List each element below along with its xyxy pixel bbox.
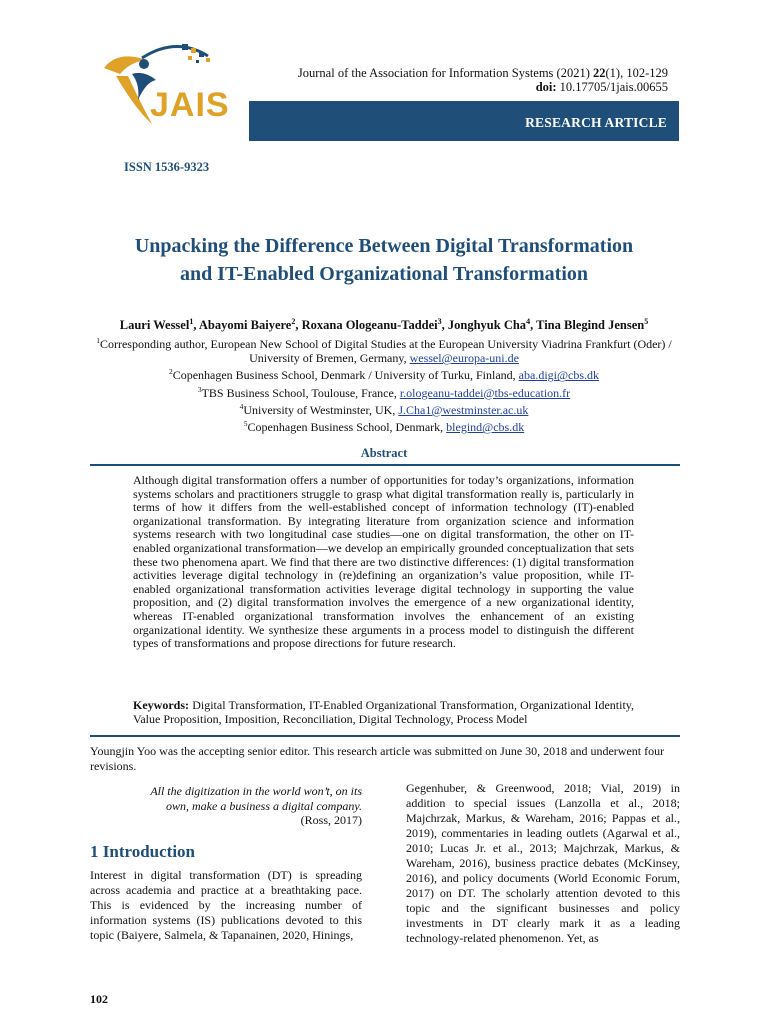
paper-title-line-2: and IT-Enabled Organizational Transformation [179,263,589,285]
affiliation-3 [80,383,688,400]
abstract-bottom-rule [90,735,680,737]
abstract-heading: Abstract [360,446,408,460]
affil-text: University of Westminster, UK, [243,402,399,417]
affiliation-1 [80,334,688,351]
affil-sup: 3 [197,384,202,394]
email-link[interactable]: r.ologeanu-taddei@tbs-education.fr [399,385,571,400]
author: Roxana Ologeanu-Taddei [301,318,438,333]
paper-title [60,232,708,288]
journal-volume: 22 [593,66,606,80]
author-affil-sup: 3 [437,317,442,326]
affil-sup: 5 [243,419,248,429]
epigraph-quote-line-1: All the digitization in the world won’t, on its [150,784,362,798]
author-affil-sup: 2 [291,317,296,326]
affiliation-1-cont [80,351,688,365]
author: Jonghyuk Cha [447,318,527,333]
affil-sup: 4 [239,401,244,411]
author: Abayomi Baiyere [198,318,292,333]
doi-label: doi: [535,80,557,94]
abstract-top-rule [90,464,680,466]
affiliation-4 [80,400,688,417]
affiliation-2 [80,365,688,382]
editor-note: Youngjin Yoo was the accepting senior editor. This research article was submitted on June 30, 2018 and underwent four revisions. [90,744,665,773]
journal-issue-pages: (1), 102-129 [605,66,668,80]
journal-name: Journal of the Association for Information Systems (2021) [297,66,593,80]
section-heading-introduction: 1 Introduction [90,842,196,861]
email-link[interactable]: wessel@europa-uni.de [409,351,519,366]
keywords-text: Digital Transformation, IT-Enabled Organizational Transformation, Organizational Identity, Value Proposition, Imposition, Reconciliation, Digital Technology, Process Model [133,698,634,726]
paper-title-line-1: Unpacking the Difference Between Digital Transformation [134,235,634,257]
author-affil-sup: 1 [189,317,194,326]
epigraph-source: (Ross, 2017) [300,813,362,827]
email-link[interactable]: J.Cha1@westminster.ac.uk [398,402,529,417]
doi [536,80,668,95]
body-column-right: Gegenhuber, & Greenwood, 2018; Vial, 2019) in addition to special issues (Lanzolla et al., 2018; Majchrzak, Markus, & Wareham, 2016; Pappas et al., 2019), commentaries in leading outlets (Agarwal et al., 2010; Lucas Jr. et al., 2013; Majchrzak, Markus, & Wareham, 2016), business practice debates (McKinsey, 2016), and policy documents (World Economic Forum, 2017) on DT. The scholarly attention devoted to this topic and the significant businesses and policy investments in DT clearly mark it as a leading technology-related phenomenon. Yet, as [406,781,680,945]
logo-wordmark: JAIS [150,86,230,124]
author: Tina Blegind Jensen [536,318,645,333]
page-number: 102 [90,992,108,1006]
doi-value[interactable]: 10.17705/1jais.00655 [556,80,668,94]
affil-text: Corresponding author, European New School of Digital Studies at the European University Viadrina Frankfurt (Oder) / [99,337,672,351]
author-list: Lauri Wessel$^1$, Abayomi Baiyere$^2$, Roxana Ologeanu-Taddei$^3$, Jonghyuk Cha$^4$, Tina Blegind Jensen$^5$ [119,317,649,333]
keywords [133,698,634,726]
abstract-body: Although digital transformation offers a number of opportunities for today’s organizations, information systems scholars and practitioners struggle to grasp what digital transformation really is, particularly in terms of how it differs from the well-established concept of information technology (IT)-enabled organizational transformation. By integrating literature from organization science and information systems research with two longitudinal case studies—one on digital transformation, the other on IT-enabled organizational transformation—we develop an empirically grounded conceptualization that sets these two phenomena apart. We find that there are two distinctive differences: (1) digital transformation activities leverage digital technology in (re)defining an organization’s value proposition, while IT-enabled organizational transformation activities leverage digital technology in supporting the value proposition, and (2) digital transformation involves the emergence of a new organizational identity, whereas IT-enabled organizational transformation involves the enhancement of an existing organizational identity. We synthesize these arguments in a process model to distinguish the different types of transformations and propose directions for future research. [133,473,634,651]
epigraph [90,784,362,828]
affil-text: Copenhagen Business School, Denmark / University of Turku, Finland, [172,368,519,383]
journal-citation [298,65,668,81]
author-affil-sup: 4 [526,317,531,326]
affil-text: University of Bremen, Germany, [249,351,410,366]
email-link[interactable]: blegind@cbs.dk [446,420,525,435]
affiliation-5 [80,417,688,434]
affil-text: Copenhagen Business School, Denmark, [247,420,447,435]
email-link[interactable]: aba.digi@cbs.dk [518,368,600,383]
author: Lauri Wessel [119,318,190,333]
keywords-label: Keywords: [133,698,189,712]
article-type-banner [249,101,679,141]
body-column-left: Interest in digital transformation (DT) is spreading across academia and practice at a breathtaking pace. This is evidenced by the increasing number of information systems (IS) publications devoted to this topic (Baiyere, Salmela, & Tapanainen, 2020, Hinings, [90,868,362,942]
article-type-label: RESEARCH ARTICLE [525,115,667,130]
affil-sup: 1 [96,336,100,345]
affiliations [80,334,688,434]
affil-sup: 2 [168,367,173,377]
author-affil-sup: 5 [644,317,649,326]
epigraph-quote-line-2: own, make a business a digital company. [166,798,362,813]
affil-text: TBS Business School, Toulouse, France, [201,385,400,400]
issn: ISSN 1536-9323 [124,160,210,174]
